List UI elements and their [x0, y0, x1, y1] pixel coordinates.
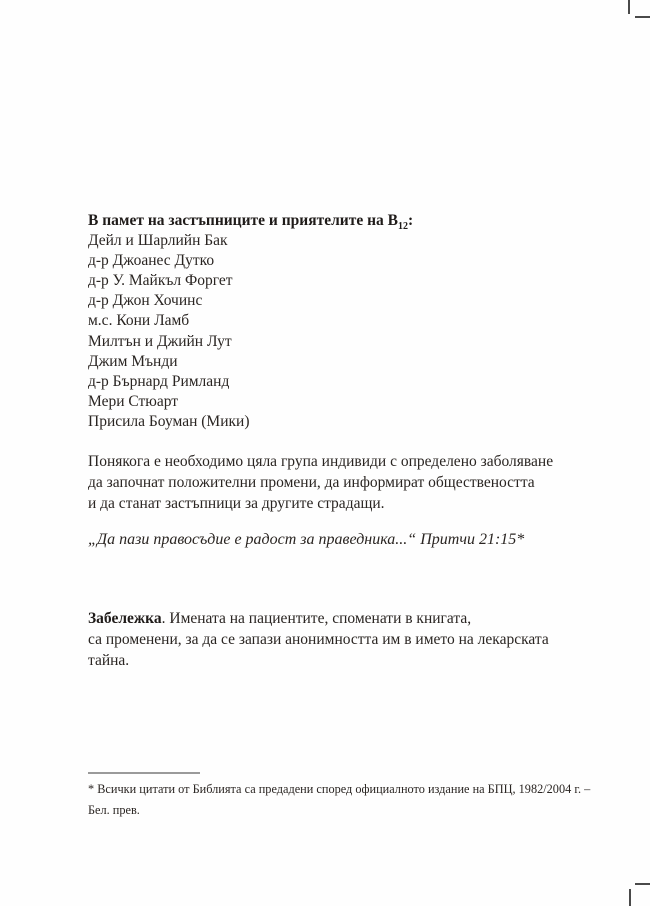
paragraph-line: да започнат положителни промени, да информират обществеността: [88, 473, 535, 491]
dedication-name: д-р Джоанес Дутко: [88, 252, 215, 270]
note-line: тайна.: [88, 651, 130, 669]
note-label: Забележка: [88, 610, 162, 627]
dedication-name: д-р Бърнард Римланд: [88, 372, 230, 390]
dedication-title-colon: :: [407, 212, 414, 229]
dedication-name: Дейл и Шарлийн Бак: [88, 232, 228, 250]
crop-mark-top-right-horizontal: [635, 16, 650, 18]
crop-mark-bottom-right-vertical: [629, 889, 631, 906]
footnote-line: Бел. прев.: [88, 802, 140, 817]
paragraph-line: Понякога е необходимо цяла група индивиди с определено заболяване: [88, 453, 554, 470]
note-line: [88, 609, 549, 630]
dedication-name: Милтън и Джийн Лут: [88, 332, 232, 350]
paragraph-line: и да станат застъпници за другите страдащи.: [88, 494, 385, 512]
dedication-title-subscript: 12: [397, 221, 408, 233]
footnote-block: [88, 779, 590, 820]
body-paragraph: [88, 452, 553, 514]
dedication-name: д-р Джон Хочинс: [88, 292, 203, 310]
dedication-title: [88, 211, 413, 231]
dedication-title-text: В памет на застъпниците и приятелите на В: [88, 212, 398, 229]
footnote-line: * Всички цитати от Библията са предадени според официалното издание на БПЦ, 1982/2004 г. –: [88, 782, 591, 796]
crop-mark-bottom-right-horizontal: [635, 883, 650, 885]
dedication-name: Джим Мънди: [88, 352, 178, 370]
note-line: са променени, за да се запази анонимността им в името на лекарската: [88, 630, 549, 648]
dedication-name: Мери Стюарт: [88, 392, 179, 410]
dedication-name: м.с. Кони Ламб: [88, 312, 190, 330]
dedication-name: Присила Боуман (Мики): [88, 412, 250, 430]
crop-mark-top-right-vertical: [628, 0, 630, 14]
dedication-name: д-р У. Майкъл Форгет: [88, 272, 233, 290]
note-line1-text: . Имената на пациентите, споменати в книгата,: [161, 610, 472, 627]
bible-quote: „Да пази правосъдие е радост за праведника...“ Притчи 21:15*: [88, 531, 525, 548]
dedication-block: [88, 211, 413, 432]
footnote-separator: [88, 772, 200, 774]
note-block: [88, 609, 549, 671]
